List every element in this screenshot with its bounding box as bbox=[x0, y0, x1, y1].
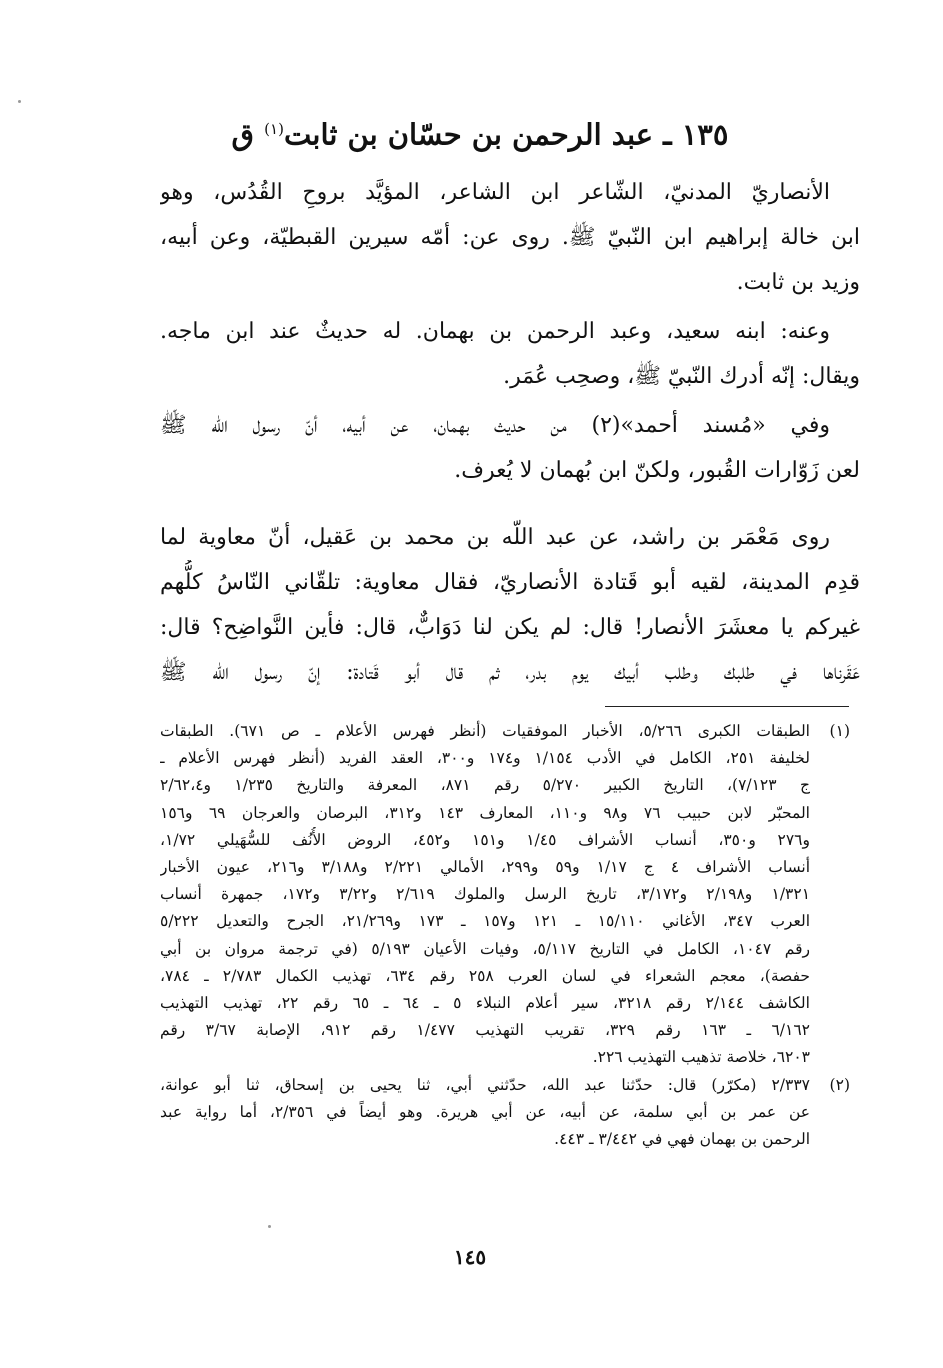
footnote-line: لخليفة ٢٥١، الكامل في الأدب ١/١٥٤ و١٧٤ و٣٠٠، العقد الفريد (أنظر فهرس الأعلام ـ bbox=[160, 749, 810, 768]
body-line: الأنصاريّ المدنيّ، الشّاعر ابن الشاعر، المؤيَّد بروحِ القُدُس، وهو bbox=[160, 180, 830, 205]
body-text bbox=[160, 170, 860, 695]
footnote-line: ج ٧/١٢٣)، التاريخ الكبير ٥/٢٧٠ رقم ٨٧١، المعرفة والتاريخ ١/٢٣٥ و٢/٦٢،٤ bbox=[160, 776, 810, 795]
footnote-line: رقم ١٠٤٧، الكامل في التاريخ ٥/١١٧، وفيات الأعيان ٥/١٩٣ (في ترجمة مروان بن أبي bbox=[160, 939, 810, 958]
paragraph-2 bbox=[160, 309, 860, 399]
footnote-line: ٦/١٦٢ ـ ١٦٣ رقم ٣٢٩، تقريب التهذيب ١/٤٧٧ رقم ٩١٢، الإصابة ٣/٦٧ رقم bbox=[160, 1021, 810, 1040]
footnote-line: الطبقات الكبرى ٥/٢٦٦، الأخبار الموفقيات (أنظر فهرس الأعلام ـ ص ٦٧١). الطبقات bbox=[160, 722, 810, 740]
body-line: ويقال: إنّه أدرك النّبيّ ﷺ، وصحِب عُمَر. bbox=[503, 364, 860, 389]
entry-heading-suffix: ق bbox=[231, 117, 255, 152]
body-line: وزيد بن ثابت. bbox=[736, 270, 860, 295]
body-line: وعنه: ابنه سعيد، وعبد الرحمن بن بهمان. له حديثٌ عند ابن ماجه. bbox=[160, 319, 830, 344]
footnote-2 bbox=[160, 1072, 850, 1154]
footnote-marker-1: (١) bbox=[264, 120, 284, 138]
footnote-line: و٢٧٦ و٣٥٠، أنساب الأشراف ١/٤٥ و١٥١ و٤٥٢، الروض الأُنُف للسُّهَيلي ١/٧٢، bbox=[160, 830, 810, 849]
footnote-line: العرب ٣٤٧، الأغاني ١٥/١١٠ ـ ١٢١ و١٥٧ ـ ١٧٣ و٢١/٢٦٩، الجرح والتعديل ٥/٢٢٢ bbox=[160, 912, 810, 931]
page-number: ١٤٥ bbox=[453, 1245, 487, 1269]
body-line: ابن خالة إبراهيم ابن النّبيّ ﷺ. روى عن: أمّه سيرين القبطيّة، وعن أبيه، bbox=[160, 225, 860, 250]
body-line: غيركم يا معشَرَ الأنصار! قال: لم يكن لنا دَوَابٌّ، قال: فأين النَّواضِح؟ قال: bbox=[160, 615, 860, 640]
footnote-line: عن عمر بن أبي سلمة، عن أبيه، عن أبي هريرة. وهو أيضاً في ٢/٣٥٦، أما رواية عبد bbox=[160, 1102, 810, 1121]
footnote-line: المحبّر لابن حبيب ٧٦ و٩٨ و١١٠، المعارف ١٤٣ و٣١٢، البرصان والعرجان ٦٩ و١٥٦ bbox=[160, 803, 810, 822]
scan-speck bbox=[18, 100, 21, 103]
footnote-line: الكاشف ٢/١٤٤ رقم ٣٢١٨، سير أعلام النبلاء ٥ ـ ٦٤ ـ ٦٥ رقم ٢٢، تهذيب التهذيب bbox=[160, 994, 810, 1013]
footnote-number: (١) bbox=[829, 722, 850, 740]
footnote-line: ٢/٣٣٧ (مكرّر) قال: حدّثنا عبد الله، حدّثني أبي، ثنا يحيى بن إسحاق، ثنا أبو عوانة، bbox=[160, 1075, 810, 1094]
body-line: وفي «مُسند أحمد»(٢) من حديث بهمان، عن أبيه، أنّ رسول اللّه ﷺ bbox=[160, 413, 830, 438]
body-line: قدِم المدينة، لقيه أبو قَتادة الأنصاريّ، فقال معاوية: تلقّاني النّاسُ كلُّهم bbox=[160, 570, 860, 595]
body-line: عَقَرناها في طلبك وطلب أبيك يوم بدر، ثم قال أبو قَتادة: إنّ رسول اللّه ﷺ bbox=[160, 660, 860, 685]
body-line: روى مَعْمَر بن راشد، عن عبد اللّه بن محمد بن عَقيل، أنّ معاوية لما bbox=[160, 525, 830, 550]
body-line: لعن زَوّارات القُبور، ولكنّ ابن بُهمان لا يُعرف. bbox=[454, 458, 860, 483]
footnote-line: أنساب الأشراف ٤ ج ١/١٧ و٥٩ و٢٩٩، الأمالي ٢/٢٢١ و٣/١٨٨ و٢١٦، عيون الأخبار bbox=[160, 858, 810, 877]
footnote-1 bbox=[160, 718, 850, 1072]
paragraph-3 bbox=[160, 403, 860, 493]
paragraph-1 bbox=[160, 170, 860, 305]
entry-heading-text: ١٣٥ ـ عبد الرحمن بن حسّان بن ثابت bbox=[283, 117, 729, 152]
footnote-number: (٢) bbox=[829, 1075, 850, 1094]
footnote-line: الرحمن بن بهمان فهي في ٣/٤٤٢ ـ ٤٤٣. bbox=[554, 1130, 810, 1149]
entry-heading bbox=[120, 105, 840, 159]
footnote-divider bbox=[605, 706, 849, 707]
footnote-line: حفصة)، معجم الشعراء في لسان العرب ٢٥٨ رقم ٦٣٤، تهذيب الكمال ٢/٧٨٣ ـ ٧٨٤، bbox=[160, 966, 810, 985]
paragraph-4 bbox=[160, 515, 860, 695]
footnote-line: ٦٢٠٣، خلاصة تذهيب التهذيب ٢٢٦. bbox=[592, 1048, 810, 1067]
footnotes bbox=[160, 718, 850, 1153]
scan-speck bbox=[268, 1225, 271, 1228]
footnote-line: ١/٣٢١ و٢/١٩٨ و٣/١٧٢، تاريخ الرسل والملوك ٢/٦١٩ و٣/٢٢ و١٧٢، جمهرة أنساب bbox=[160, 885, 810, 904]
